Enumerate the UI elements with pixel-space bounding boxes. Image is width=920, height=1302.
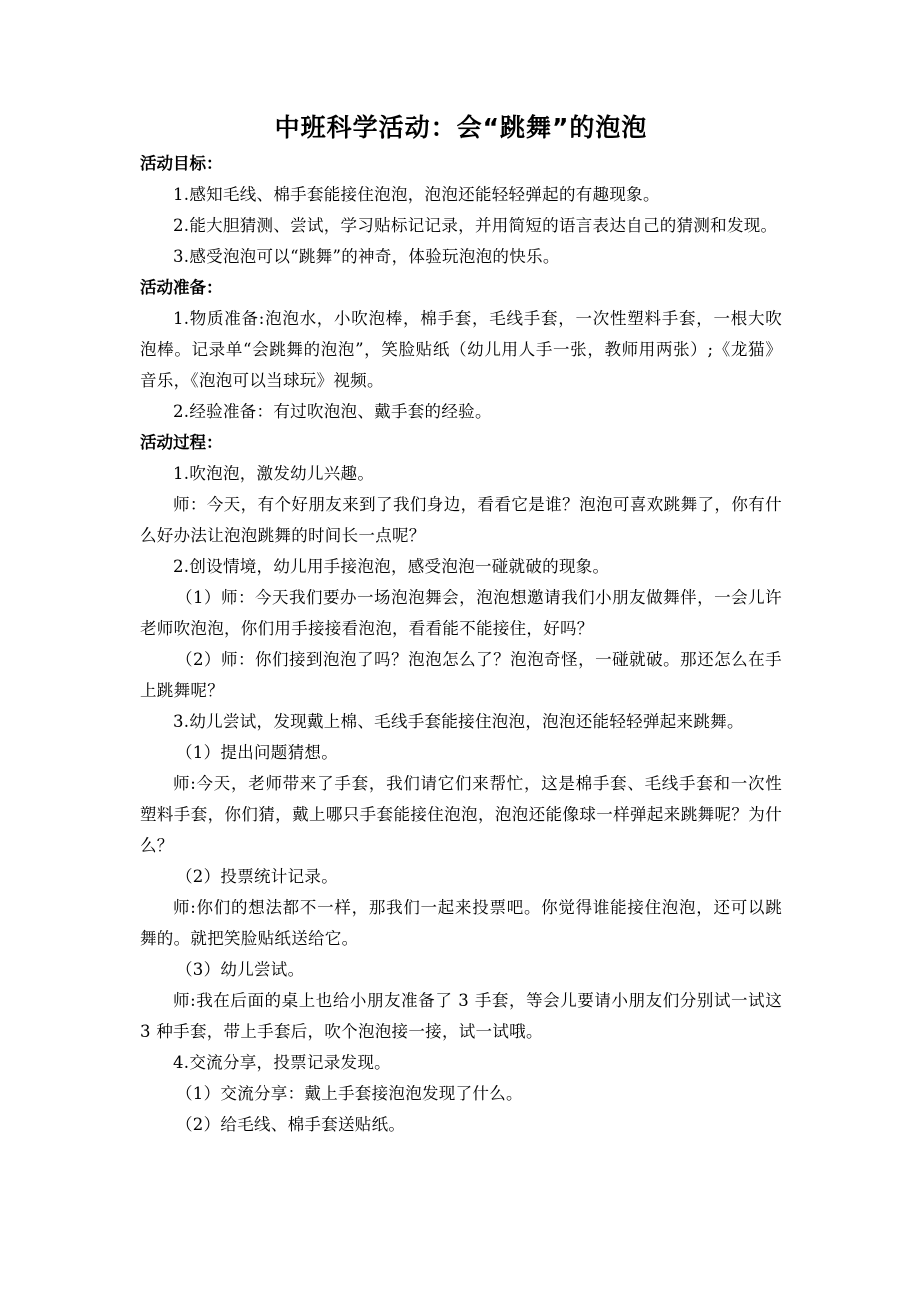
process-paragraph: （2）给毛线、棉手套送贴纸。 xyxy=(176,1115,406,1134)
goal-paragraph: 1.感知毛线、棉手套能接住泡泡，泡泡还能轻轻弹起的有趣现象。 xyxy=(173,185,660,204)
process-paragraph: 2.创设情境，幼儿用手接泡泡，感受泡泡一碰就破的现象。 xyxy=(173,557,610,576)
preparation-paragraph: 1.物质准备:泡泡水，小吹泡棒，棉手套，毛线手套，一次性塑料手套，一根大吹泡棒。记录单“会跳舞的泡泡”，笑脸贴纸（幼儿用人手一张，教师用两张）;《龙猫》音乐，《泡泡可以当球玩》视频。 xyxy=(140,309,782,390)
section-heading-process: 活动过程： xyxy=(140,433,223,452)
process-paragraph: （2）投票统计记录。 xyxy=(176,867,338,886)
goal-paragraph: 2.能大胆猜测、尝试，学习贴标记记录，并用简短的语言表达自己的猜测和发现。 xyxy=(173,216,778,235)
process-paragraph: 1.吹泡泡，激发幼儿兴趣。 xyxy=(173,464,375,483)
process-paragraph: （1）师：今天我们要办一场泡泡舞会，泡泡想邀请我们小朋友做舞伴，一会儿许老师吹泡泡，你们用手接接看泡泡，看看能不能接住，好吗？ xyxy=(140,588,782,638)
process-paragraph: 4.交流分享，投票记录发现。 xyxy=(173,1053,391,1072)
process-paragraph: （3）幼儿尝试。 xyxy=(176,960,305,979)
process-paragraph: （2）师：你们接到泡泡了吗？泡泡怎么了？泡泡奇怪，一碰就破。那还怎么在手上跳舞呢？ xyxy=(140,650,782,700)
process-paragraph: （1）交流分享：戴上手套接泡泡发现了什么。 xyxy=(176,1084,523,1103)
process-paragraph: 师：今天，有个好朋友来到了我们身边，看看它是谁？泡泡可喜欢跳舞了，你有什么好办法让泡泡跳舞的时间长一点呢？ xyxy=(140,495,782,545)
document-body xyxy=(140,108,782,1140)
section-heading-goals: 活动目标： xyxy=(140,154,223,173)
goal-paragraph: 3.感受泡泡可以“跳舞”的神奇，体验玩泡泡的快乐。 xyxy=(173,247,560,266)
process-paragraph: 3.幼儿尝试，发现戴上棉、毛线手套能接住泡泡，泡泡还能轻轻弹起来跳舞。 xyxy=(173,712,744,731)
preparation-paragraph: 2.经验准备：有过吹泡泡、戴手套的经验。 xyxy=(173,402,492,421)
section-heading-preparation: 活动准备： xyxy=(140,278,223,297)
process-paragraph: 师:今天，老师带来了手套，我们请它们来帮忙，这是棉手套、毛线手套和一次性塑料手套，你们猜，戴上哪只手套能接住泡泡，泡泡还能像球一样弹起来跳舞呢？为什么？ xyxy=(140,774,782,855)
process-paragraph: 师:我在后面的桌上也给小朋友准备了 3 手套，等会儿要请小朋友们分别试一试这 3 种手套，带上手套后，吹个泡泡接一接，试一试哦。 xyxy=(140,991,782,1041)
process-paragraph: （1）提出问题猜想。 xyxy=(176,743,338,762)
process-paragraph: 师:你们的想法都不一样，那我们一起来投票吧。你觉得谁能接住泡泡，还可以跳舞的。就把笑脸贴纸送给它。 xyxy=(140,898,782,948)
document-title: 中班科学活动：会“跳舞”的泡泡 xyxy=(274,113,648,142)
